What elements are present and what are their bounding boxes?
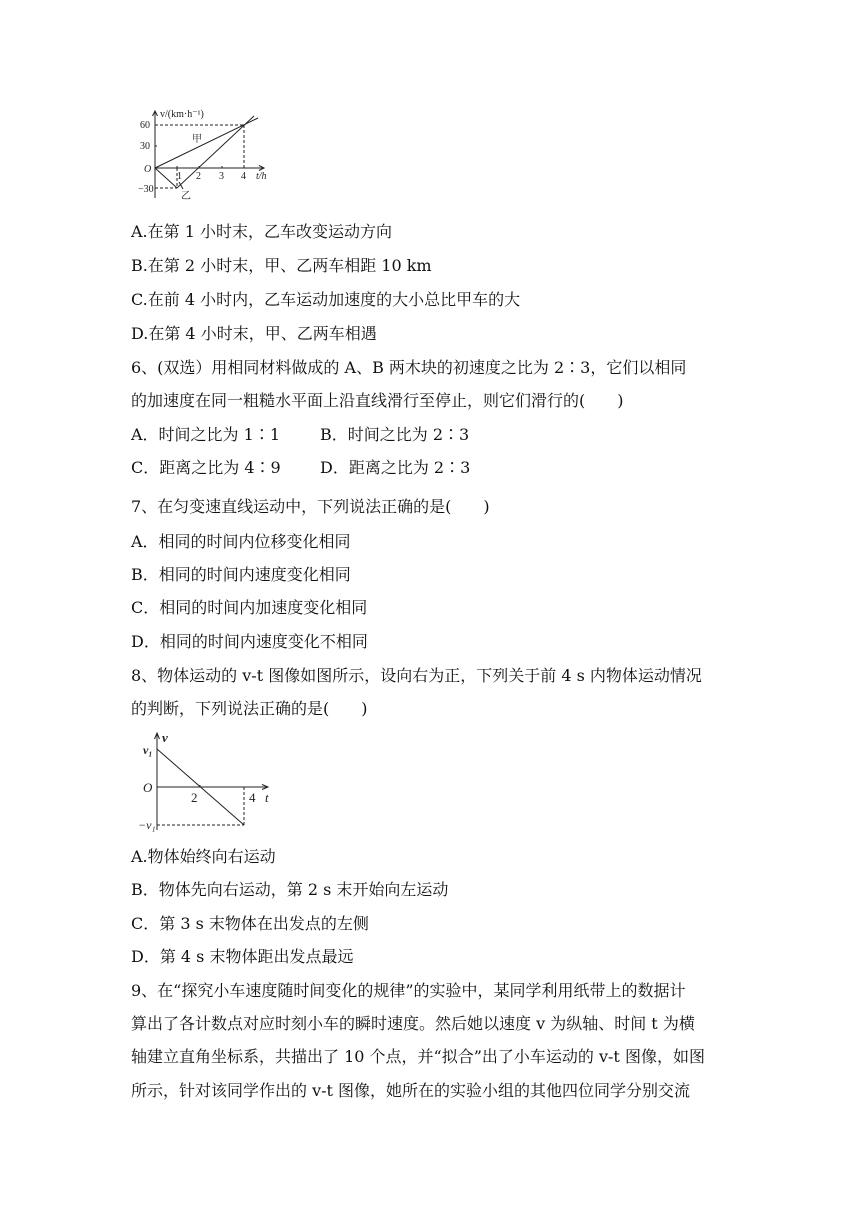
q5-ytick-60: 60 bbox=[140, 120, 150, 131]
q5-xtick-3: 3 bbox=[219, 171, 224, 182]
q5-xtick-4: 4 bbox=[241, 171, 246, 182]
q8-xlabel: t bbox=[265, 790, 269, 805]
q5-vt-graph bbox=[138, 106, 278, 202]
q5-label-yi: 乙 bbox=[181, 191, 191, 202]
q7-option-a: A．相同的时间内位移变化相同 bbox=[131, 532, 351, 551]
q9-stem-line-1: 9、在“探究小车速度随时间变化的规律”的实验中，某同学利用纸带上的数据计 bbox=[131, 981, 686, 1000]
q7-stem: 7、在匀变速直线运动中，下列说法正确的是( ) bbox=[131, 497, 490, 516]
q9-stem-line-3: 轴建立直角坐标系，共描出了 10 个点，并“拟合”出了小车运动的 v-t 图像，如图 bbox=[131, 1047, 705, 1066]
q7-option-c: C．相同的时间内加速度变化相同 bbox=[131, 598, 368, 617]
q8-label-v1: v₁ bbox=[143, 743, 153, 757]
q6-stem-line-2: 的加速度在同一粗糙水平面上沿直线滑行至停止，则它们滑行的( ) bbox=[131, 391, 624, 410]
q8-stem-line-2: 的判断，下列说法正确的是( ) bbox=[131, 699, 368, 718]
q9-stem-line-4: 所示，针对该同学作出的 v-t 图像，她所在的实验小组的其他四位同学分别交流 bbox=[131, 1081, 691, 1100]
q8-xtick-4: 4 bbox=[249, 790, 256, 805]
q5-ytick-30: 30 bbox=[140, 141, 150, 152]
q8-origin: O bbox=[143, 780, 153, 795]
q5-ylabel: v/(km·h⁻¹) bbox=[160, 109, 204, 120]
q7-option-b: B．相同的时间内速度变化相同 bbox=[131, 565, 351, 584]
q8-vt-graph bbox=[138, 728, 283, 834]
q5-option-a: A.在第 1 小时末，乙车改变运动方向 bbox=[131, 222, 392, 241]
q8-option-c: C．第 3 s 末物体在出发点的左侧 bbox=[131, 914, 369, 933]
q5-xtick-1: 1 bbox=[177, 171, 182, 182]
q5-label-jia: 甲 bbox=[192, 134, 202, 145]
q8-option-b: B．物体先向右运动，第 2 s 末开始向左运动 bbox=[131, 880, 449, 899]
q7-option-d: D．相同的时间内速度变化不相同 bbox=[131, 632, 368, 651]
q8-xtick-2: 2 bbox=[191, 790, 198, 805]
q5-xlabel: t/h bbox=[256, 171, 267, 182]
q6-option-d: D．距离之比为 2∶3 bbox=[320, 458, 471, 477]
q5-option-b: B.在第 2 小时末，甲、乙两车相距 10 km bbox=[131, 256, 432, 275]
q6-stem-line-1: 6、(双选）用相同材料做成的 A、B 两木块的初速度之比为 2∶3，它们以相同 bbox=[131, 358, 687, 377]
q5-xtick-2: 2 bbox=[196, 171, 201, 182]
q8-ylabel: v bbox=[162, 730, 168, 745]
q8-label-neg-v1: −v₁ bbox=[138, 818, 156, 832]
q5-option-c: C.在前 4 小时内，乙车运动加速度的大小总比甲车的大 bbox=[131, 290, 521, 309]
q8-stem-line-1: 8、物体运动的 v-t 图像如图所示，设向右为正，下列关于前 4 s 内物体运动情况 bbox=[131, 666, 702, 685]
q6-option-a: A．时间之比为 1∶1 bbox=[131, 425, 281, 444]
q8-option-d: D．第 4 s 末物体距出发点最远 bbox=[131, 947, 354, 966]
q9-stem-line-2: 算出了各计数点对应时刻小车的瞬时速度。然后她以速度 v 为纵轴、时间 t 为横 bbox=[131, 1014, 695, 1033]
q8-option-a: A.物体始终向右运动 bbox=[131, 847, 276, 866]
q6-option-b: B．时间之比为 2∶3 bbox=[320, 425, 470, 444]
q5-origin: O bbox=[144, 164, 152, 175]
q6-option-c: C．距离之比为 4∶9 bbox=[131, 458, 281, 477]
q5-ytick-neg30: −30 bbox=[138, 184, 154, 195]
q5-option-d: D.在第 4 小时末，甲、乙两车相遇 bbox=[131, 324, 377, 343]
